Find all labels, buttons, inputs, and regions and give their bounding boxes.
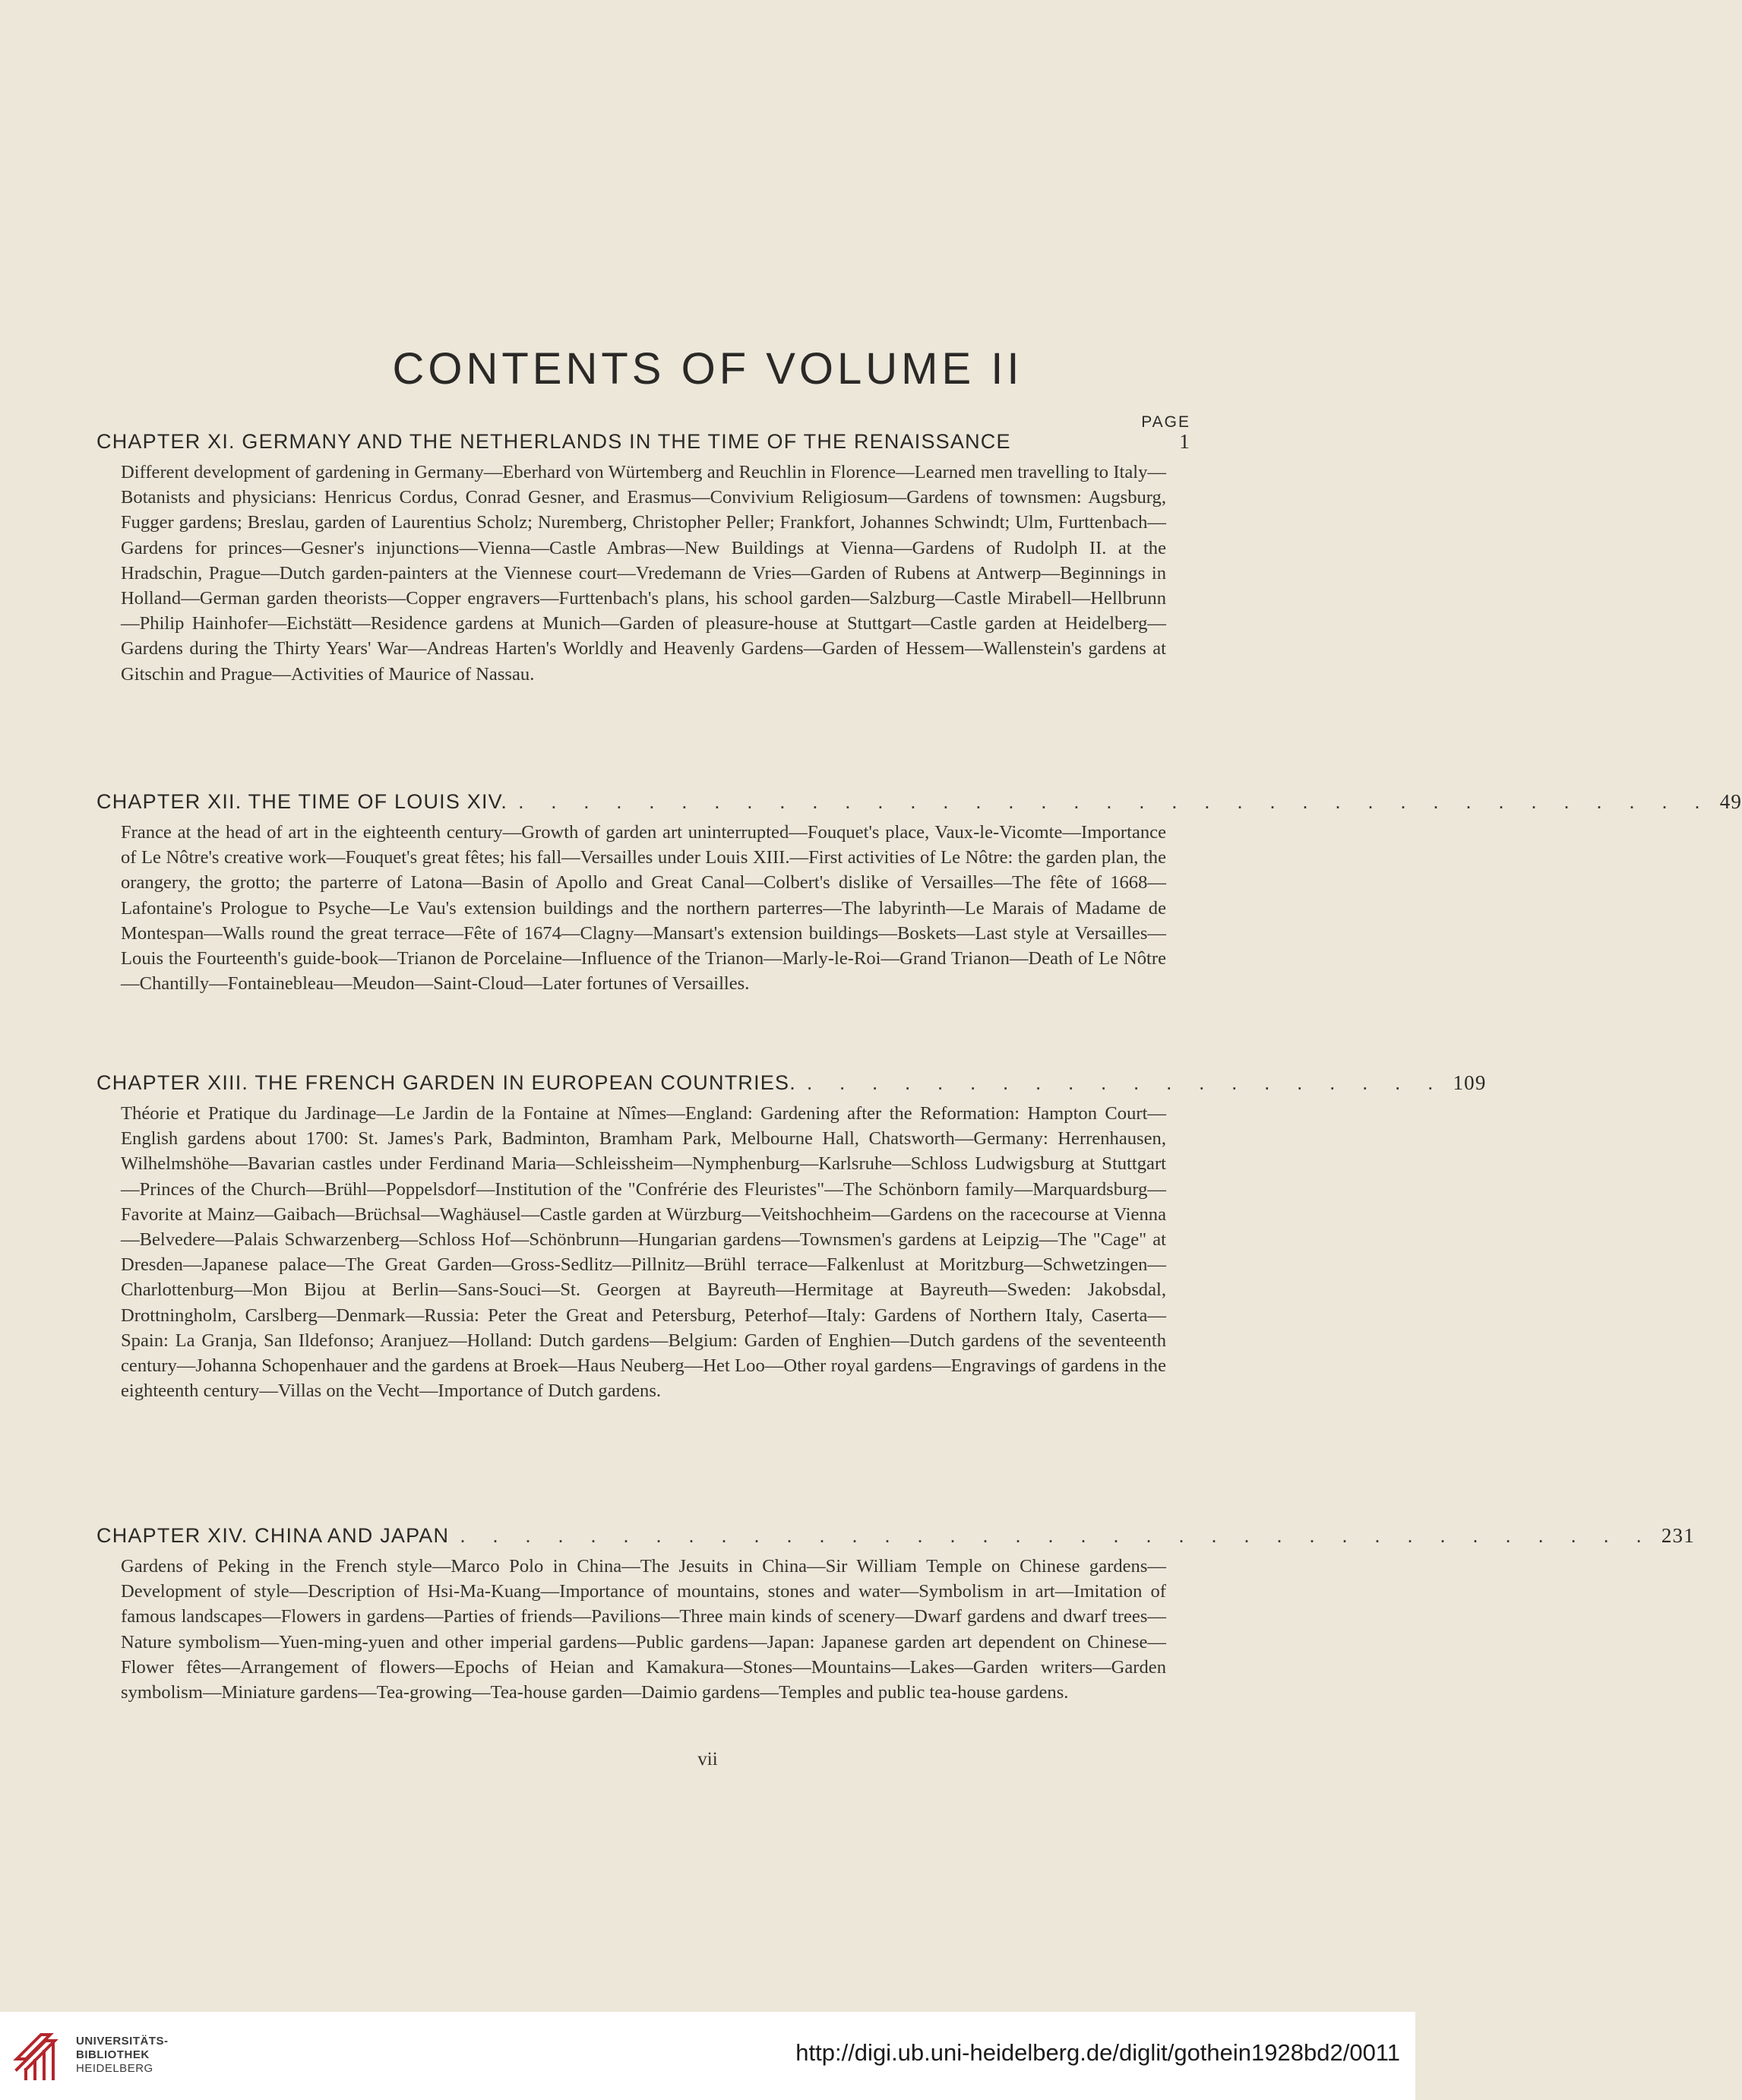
library-name-line: BIBLIOTHEK	[76, 2048, 150, 2061]
chapter-entry-xi	[96, 430, 1190, 687]
chapter-title: CHAPTER XI. GERMANY AND THE NETHERLANDS IN THE TIME OF THE RENAISSANCE	[96, 430, 1011, 453]
chapter-heading	[96, 1524, 1695, 1548]
chapter-entry-xii	[96, 790, 1742, 996]
chapter-entry-xiv	[96, 1524, 1695, 1705]
page-title: CONTENTS OF VOLUME II	[392, 344, 1023, 394]
chapter-page-number: 231	[1661, 1524, 1695, 1547]
chapter-summary: Théorie et Pratique du Jardinage—Le Jardin de la Fontaine at Nîmes—England: Gardening after the Reformation: Hampton Court—English gardens about 1700: St. James's Park, Badminton, Bramham Park, Melbourne Hall, Chatsworth—Germany: Herrenhausen, Wilhelmshöhe—Bavarian castles under Ferdinand Maria—Schleissheim—Nymphenburg—Karlsruhe—Schloss Ludwigsburg at Stuttgart—Princes of the Church—Brühl—Poppelsdorf—Institution of the "Confrérie des Fleuristes"—The Schönborn family—Marquardsburg—Favorite at Mainz—Gaibach—Brüchsal—Waghäusel—Castle garden at Würzburg—Veitshochheim—Gardens on the racecourse at Vienna—Belvedere—Palais Schwarzenberg—Schloss Hof—Schönbrunn—Hungarian gardens—Townsmen's gardens at Leipzig—The "Cage" at Dresden—Japanese palace—The Great Garden—Gross-Sedlitz—Pillnitz—Brühl terrace—Falkenlust at Moritzburg—Schwetzingen—Charlottenburg—Mon Bijou at Berlin—Sans-Souci—St. Georgen at Bayreuth—Hermitage at Bayreuth—Sweden: Jakobsdal, Drottningholm, Carslberg—Denmark—Russia: Peter the Great and Petersburg, Peterhof—Italy: Gardens of Northern Italy, Caserta—Spain: La Granja, San Ildefonso; Aranjuez—Holland: Dutch gardens—Belgium: Garden of Enghien—Dutch gardens of the seventeenth century—Johanna Schopenhauer and the gardens at Broek—Haus Neuberg—Het Loo—Other royal gardens—Engravings of gardens in the eighteenth century—Villas on the Vecht—Importance of Dutch gardens.	[121, 1103, 1166, 1402]
page-number: vii	[697, 1749, 718, 1770]
library-name	[76, 2035, 169, 2076]
chapter-summary: Gardens of Peking in the French style—Marco Polo in China—The Jesuits in China—Sir William Temple on Chinese gardens—Development of style—Description of Hsi-Ma-Kuang—Importance of mountains, stones and water—Symbolism in art—Imitation of famous landscapes—Flowers in gardens—Parties of friends—Pavilions—Three main kinds of scenery—Dwarf gardens and dwarf trees—Nature symbolism—Yuen-ming-yuen and other imperial gardens—Public gardens—Japan: Japanese garden art dependent on Chinese—Flower fêtes—Arrangement of flowers—Epochs of Heian and Kamakura—Stones—Mountains—Lakes—Garden writers—Garden symbolism—Miniature gardens—Tea-growing—Tea-house garden—Daimio gardens—Temples and public tea-house gardens.	[121, 1556, 1166, 1703]
chapter-entry-xiii	[96, 1071, 1487, 1403]
chapter-summary: Different development of gardening in Germany—Eberhard von Würtemberg and Reuchlin in Florence—Learned men travelling to Italy—Botanists and physicians: Henricus Cordus, Conrad Gesner, and Erasmus—Convivium Religiosum—Gardens of townsmen: Augsburg, Fugger gardens; Breslau, garden of Laurentius Scholz; Nuremberg, Christopher Peller; Frankfort, Johannes Schwindt; Ulm, Furttenbach—Gardens for princes—Gesner's injunctions—Vienna—Castle Ambras—New Buildings at Vienna—Gardens of Rudolph II. at the Hradschin, Prague—Dutch garden-painters at the Viennese court—Vredemann de Vries—Garden of Rubens at Antwerp—Beginnings in Holland—German garden theorists—Copper engravers—Furttenbach's plans, his school garden—Salzburg—Castle Mirabell—Hellbrunn—Philip Hainhofer—Eichstätt—Residence gardens at Munich—Garden of pleasure-house at Stuttgart—Castle garden at Heidelberg—Gardens during the Thirty Years' War—Andreas Harten's Worldly and Heavenly Gardens—Garden of Hessem—Wallenstein's gardens at Gitschin and Prague—Activities of Maurice of Nassau.	[121, 462, 1166, 685]
chapter-page-number: 109	[1453, 1071, 1487, 1094]
dot-leader: . . . . . . . . . . . . . . . . . . . . . . . . . . . . . . . . . . . . .	[518, 790, 1711, 813]
dot-leader: . . . . . . . . . . . . . . . . . . . .	[806, 1071, 1444, 1094]
digital-copy-link[interactable]: http://digi.ub.uni-heidelberg.de/diglit/gothein1928bd2/0011	[795, 2039, 1400, 2066]
chapter-title: CHAPTER XII. THE TIME OF LOUIS XIV.	[96, 790, 508, 813]
chapter-title: CHAPTER XIII. THE FRENCH GARDEN IN EUROPEAN COUNTRIES.	[96, 1071, 796, 1094]
library-logo-icon	[12, 2029, 62, 2082]
page-column-label: PAGE	[1141, 413, 1190, 431]
chapter-summary: France at the head of art in the eighteenth century—Growth of garden art uninterrupted—Fouquet's place, Vaux-le-Vicomte—Importance of Le Nôtre's creative work—Fouquet's great fêtes; his fall—Versailles under Louis XIII.—First activities of Le Nôtre: the garden plan, the orangery, the grotto; the parterre of Latona—Basin of Apollo and Great Canal—Colbert's dislike of Versailles—The fête of 1668—Lafontaine's Prologue to Psyche—Le Vau's extension buildings and the northern parterres—The labyrinth—Le Marais of Madame de Montespan—Walls round the great terrace—Fête of 1674—Clagny—Mansart's extension buildings—Boskets—Last style at Versailles—Louis the Fourteenth's guide-book—Trianon de Porcelaine—Influence of the Trianon—Marly-le-Roi—Grand Trianon—Death of Le Nôtre—Chantilly—Fontainebleau—Meudon—Saint-Cloud—Later fortunes of Versailles.	[121, 822, 1166, 995]
library-footer	[0, 2012, 1415, 2100]
dot-leader: . . . . . . . . . . . . . . . . . . . . . . . . . . . . . . . . . . . . .	[460, 1524, 1652, 1547]
chapter-title: CHAPTER XIV. CHINA AND JAPAN	[96, 1524, 450, 1547]
chapter-page-number: 49	[1719, 790, 1742, 813]
chapter-heading	[96, 1071, 1487, 1095]
chapter-page-number: 1	[1179, 430, 1190, 453]
chapter-heading	[96, 790, 1742, 814]
chapter-heading	[96, 430, 1190, 454]
library-name-line: HEIDELBERG	[76, 2062, 153, 2075]
library-name-line: UNIVERSITÄTS-	[76, 2035, 169, 2048]
